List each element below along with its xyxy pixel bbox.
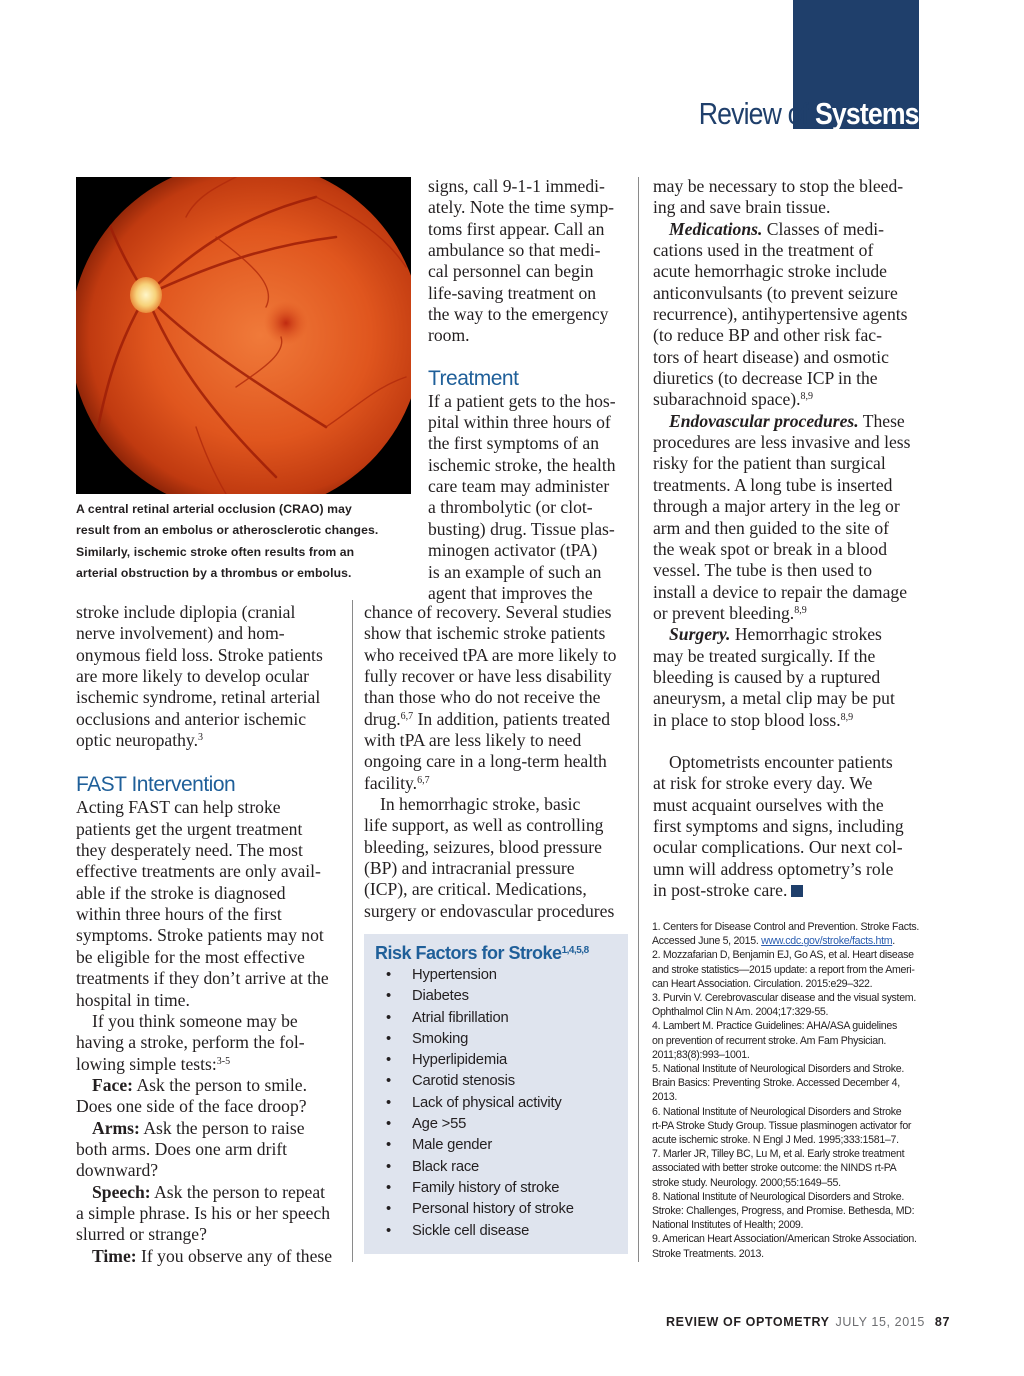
list-item-text: Diabetes bbox=[412, 988, 469, 1005]
body-line: is an example of such an bbox=[428, 561, 602, 582]
body-line: bleeding is caused by a ruptured bbox=[653, 666, 881, 687]
list-item bbox=[386, 1029, 574, 1050]
reference-line: Stroke: Challenges, Progress, and Promise. Bethesda, MD: bbox=[652, 1205, 915, 1218]
bullet-icon: • bbox=[386, 1137, 391, 1154]
reference-line: 7. Marler JR, Tilley BC, Lu M, et al. Early stroke treatment bbox=[652, 1148, 905, 1161]
bullet-icon: • bbox=[386, 1222, 391, 1239]
body-line: room. bbox=[428, 325, 470, 346]
body-line bbox=[76, 1182, 346, 1203]
bullet-icon: • bbox=[386, 1073, 391, 1090]
citation-superscript: 1,4,5,8 bbox=[561, 945, 589, 956]
body-line: downward? bbox=[76, 1160, 159, 1181]
section-header bbox=[699, 92, 919, 132]
reference-line: 8. National Institute of Neurological Disorders and Stroke. bbox=[652, 1190, 904, 1203]
list-item-text: Personal history of stroke bbox=[412, 1201, 574, 1218]
body-line: busting) drug. Tissue plas- bbox=[428, 518, 615, 539]
body-line: hospital in time. bbox=[76, 989, 190, 1010]
body-line: minogen activator (tPA) bbox=[428, 540, 598, 561]
reference-text: Accessed June 5, 2015. bbox=[652, 935, 762, 948]
list-item bbox=[386, 1199, 574, 1220]
body-line: surgery or endovascular procedures bbox=[364, 900, 615, 921]
run-in-label: Surgery. bbox=[669, 624, 731, 645]
list-item-text: Hyperlipidemia bbox=[412, 1052, 508, 1069]
body-line: ing and save brain tissue. bbox=[653, 197, 831, 218]
reference-line: 5. National Institute of Neurological Disorders and Stroke. bbox=[652, 1063, 904, 1076]
body-line: a thrombolytic (or clot- bbox=[428, 497, 593, 518]
body-line bbox=[653, 710, 923, 731]
run-in-label: Speech: bbox=[92, 1181, 151, 1202]
list-item-text: Hypertension bbox=[412, 967, 497, 983]
publication-name: REVIEW OF OPTOMETRY bbox=[666, 1315, 830, 1329]
body-line: cal personnel can begin bbox=[428, 261, 594, 282]
body-line: they desperately need. The most bbox=[76, 840, 303, 861]
reference-line bbox=[652, 934, 922, 948]
body-line: Does one side of the face droop? bbox=[76, 1096, 307, 1117]
list-item-text: Age >55 bbox=[412, 1116, 467, 1133]
body-line: both arms. Does one arm drift bbox=[76, 1138, 288, 1159]
list-item-text: Black race bbox=[412, 1158, 480, 1175]
list-item bbox=[386, 1157, 574, 1178]
reference-line: 2013. bbox=[652, 1091, 678, 1104]
body-line bbox=[76, 1246, 346, 1267]
body-text: Hemorrhagic strokes bbox=[730, 624, 882, 645]
body-line: with tPA are less likely to need bbox=[364, 730, 582, 751]
section-header-prefix: Review of bbox=[699, 96, 809, 131]
body-line: ambulance so that medi- bbox=[428, 240, 601, 261]
retina-fundus-photo bbox=[76, 177, 411, 494]
bullet-icon: • bbox=[386, 1158, 391, 1175]
body-line: recurrence), antihypertensive agents bbox=[653, 304, 908, 325]
body-line: agent that improves the bbox=[428, 582, 593, 603]
caption-line: result from an embolus or atherosclerotic changes. bbox=[76, 523, 379, 538]
body-text: Ask the person to raise bbox=[139, 1117, 305, 1138]
body-line: In hemorrhagic stroke, basic bbox=[380, 794, 581, 815]
list-item bbox=[386, 1050, 574, 1071]
body-line: arm and then guided to the site of bbox=[653, 517, 889, 538]
list-item bbox=[386, 1093, 574, 1114]
body-line: install a device to repair the damage bbox=[653, 581, 908, 602]
body-line: bleeding, seizures, blood pressure bbox=[364, 836, 602, 857]
body-line: care team may administer bbox=[428, 476, 610, 497]
body-line: nerve involvement) and hom- bbox=[76, 623, 285, 644]
reference-line: National Institutes of Health; 2009. bbox=[652, 1219, 804, 1232]
list-item bbox=[386, 965, 574, 986]
body-line: the way to the emergency bbox=[428, 304, 609, 325]
body-line: the first symptoms of an bbox=[428, 433, 600, 454]
body-line: having a stroke, perform the fol- bbox=[76, 1032, 305, 1053]
bullet-icon: • bbox=[386, 988, 391, 1005]
list-item bbox=[386, 1114, 574, 1135]
end-mark-icon bbox=[791, 885, 803, 897]
body-line: may be treated surgically. If the bbox=[653, 645, 876, 666]
body-line bbox=[76, 1118, 346, 1139]
body-line bbox=[364, 773, 634, 794]
body-line: through a major artery in the leg or bbox=[653, 496, 900, 517]
body-line: diuretics (to decrease ICP in the bbox=[653, 368, 878, 389]
citation-superscript: 8,9 bbox=[840, 711, 854, 723]
body-line bbox=[653, 411, 923, 432]
section-header-title: Systems bbox=[815, 96, 919, 131]
body-line: If a patient gets to the hos- bbox=[428, 390, 616, 411]
bullet-icon: • bbox=[386, 967, 391, 983]
body-line: at risk for stroke every day. We bbox=[653, 773, 873, 794]
citation-superscript: 6,7 bbox=[417, 774, 430, 786]
column-rule bbox=[638, 177, 639, 1262]
body-line: pital within three hours of bbox=[428, 412, 611, 433]
bullet-icon: • bbox=[386, 1201, 391, 1218]
list-item-text: Sickle cell disease bbox=[412, 1222, 530, 1239]
reference-line: 3. Purvin V. Cerebrovascular disease and the visual system. bbox=[652, 992, 916, 1005]
caption-line: A central retinal arterial occlusion (CRAO) may bbox=[76, 502, 352, 516]
body-line: ischemic stroke, the health bbox=[428, 454, 616, 475]
body-text: or prevent bleeding. bbox=[653, 602, 795, 623]
column-2-bottom bbox=[364, 602, 634, 922]
body-line: umn will address optometry’s role bbox=[653, 858, 894, 879]
list-item bbox=[386, 1008, 574, 1029]
body-line bbox=[653, 880, 923, 901]
body-line: tors of heart disease) and osmotic bbox=[653, 346, 889, 367]
body-line: first symptoms and signs, including bbox=[653, 815, 904, 836]
body-line: are more likely to develop ocular bbox=[76, 666, 310, 687]
body-line bbox=[653, 603, 923, 624]
heading-fast-intervention: FAST Intervention bbox=[76, 773, 236, 797]
bullet-icon: • bbox=[386, 1009, 391, 1026]
reference-line: and stroke statistics—2015 update: a report from the Ameri- bbox=[652, 963, 915, 976]
body-text: In addition, patients treated bbox=[413, 708, 611, 729]
column-2-top bbox=[428, 176, 628, 604]
list-item-text: Carotid stenosis bbox=[412, 1073, 515, 1090]
reference-text: . bbox=[892, 935, 895, 948]
body-line: ocular complications. Our next col- bbox=[653, 837, 903, 858]
body-line: signs, call 9-1-1 immedi- bbox=[428, 176, 605, 196]
reference-line: on prevention of recurrent stroke. Am Fam Physician. bbox=[652, 1034, 887, 1047]
body-line bbox=[76, 730, 346, 751]
body-line: may be necessary to stop the bleed- bbox=[653, 176, 904, 196]
reference-line: 1. Centers for Disease Control and Prevention. Stroke Facts. bbox=[652, 921, 919, 933]
body-line: occlusions and anterior ischemic bbox=[76, 708, 307, 729]
list-item-text: Atrial fibrillation bbox=[412, 1009, 509, 1026]
body-text: in post-stroke care. bbox=[653, 880, 788, 900]
list-item bbox=[386, 986, 574, 1007]
heading-treatment: Treatment bbox=[428, 366, 519, 390]
body-text: facility. bbox=[364, 772, 418, 793]
body-line: life support, as well as controlling bbox=[364, 815, 604, 836]
body-text: lowing simple tests: bbox=[76, 1053, 217, 1074]
run-in-label: Arms: bbox=[92, 1117, 140, 1138]
body-line: must acquaint ourselves with the bbox=[653, 794, 884, 815]
citation-superscript: 8,9 bbox=[800, 391, 814, 403]
risk-factors-title-text: Risk Factors for Stroke bbox=[375, 943, 562, 963]
body-line: (ICP), are critical. Medications, bbox=[364, 879, 587, 900]
body-line: fully recover or have less disability bbox=[364, 666, 612, 687]
list-item bbox=[386, 1221, 574, 1242]
body-line: anticonvulsants (to prevent seizure bbox=[653, 282, 898, 303]
run-in-label: Medications. bbox=[669, 218, 763, 239]
reference-line: associated with better stroke outcome: the NINDS rt-PA bbox=[652, 1162, 897, 1175]
body-text: drug. bbox=[364, 708, 401, 729]
body-line: risky for the patient than surgical bbox=[653, 453, 886, 474]
body-line: (BP) and intracranial pressure bbox=[364, 858, 575, 879]
body-line: within three hours of the first bbox=[76, 904, 282, 925]
body-line: able if the stroke is diagnosed bbox=[76, 882, 286, 903]
page-footer bbox=[666, 1314, 950, 1330]
reference-line: 9. American Heart Association/American Stroke Association. bbox=[652, 1233, 917, 1246]
list-item-text: Smoking bbox=[412, 1030, 469, 1047]
body-line: (to reduce BP and other risk fac- bbox=[653, 325, 882, 346]
body-text: optic neuropathy. bbox=[76, 730, 198, 751]
bullet-icon: • bbox=[386, 1094, 391, 1111]
run-in-label: Endovascular procedures. bbox=[669, 410, 859, 431]
reference-line: 2011;83(8):993–1001. bbox=[652, 1048, 750, 1061]
citation-superscript: 6,7 bbox=[400, 710, 414, 722]
body-line bbox=[364, 709, 634, 730]
bullet-icon: • bbox=[386, 1179, 391, 1196]
list-item-text: Family history of stroke bbox=[412, 1179, 560, 1196]
body-line: life-saving treatment on bbox=[428, 282, 597, 303]
reference-line: 6. National Institute of Neurological Disorders and Stroke bbox=[652, 1105, 902, 1118]
body-text: Ask the person to repeat bbox=[150, 1181, 326, 1202]
body-line: be eligible for the most effective bbox=[76, 946, 305, 967]
body-line: stroke include diplopia (cranial bbox=[76, 602, 296, 622]
reference-line: Brain Basics: Preventing Stroke. Accessed December 4, bbox=[652, 1077, 900, 1090]
caption-line: arterial obstruction by a thrombus or embolus. bbox=[76, 565, 352, 580]
body-line: patients get the urgent treatment bbox=[76, 818, 303, 839]
citation-superscript: 8,9 bbox=[794, 604, 807, 616]
reference-line: Ophthalmol Clin N Am. 2004;17:329-55. bbox=[652, 1006, 829, 1019]
reference-line: rt-PA Stroke Study Group. Tissue plasminogen activator for bbox=[652, 1119, 912, 1132]
risk-factors-list bbox=[386, 965, 574, 1242]
body-line: treatments. A long tube is inserted bbox=[653, 474, 893, 495]
column-3 bbox=[653, 176, 923, 901]
bullet-icon: • bbox=[386, 1052, 391, 1069]
body-text: Classes of medi- bbox=[762, 218, 885, 239]
list-item-text: Lack of physical activity bbox=[412, 1094, 562, 1111]
body-line bbox=[76, 1054, 346, 1075]
reference-line: can Heart Association. Circulation. 2015:e29–322. bbox=[652, 977, 873, 990]
body-line: slurred or strange? bbox=[76, 1224, 207, 1245]
run-in-label: Time: bbox=[92, 1245, 137, 1266]
body-line: show that ischemic stroke patients bbox=[364, 623, 606, 644]
list-item-text: Male gender bbox=[412, 1137, 493, 1154]
body-line: chance of recovery. Several studies bbox=[364, 602, 612, 622]
column-1 bbox=[76, 602, 346, 1267]
run-in-label: Face: bbox=[92, 1074, 134, 1095]
figure-caption bbox=[76, 499, 411, 584]
body-line: the weak spot or break in a blood bbox=[653, 538, 888, 559]
reference-line: Stroke Treatments. 2013. bbox=[652, 1247, 764, 1260]
reference-link[interactable]: www.cdc.gov/stroke/facts.htm bbox=[761, 935, 893, 948]
body-line: procedures are less invasive and less bbox=[653, 432, 911, 453]
list-item bbox=[386, 1071, 574, 1092]
body-line bbox=[653, 624, 923, 645]
risk-factors-title bbox=[375, 942, 589, 964]
body-line: Acting FAST can help stroke bbox=[76, 797, 281, 818]
body-line: aneurysm, a metal clip may be put bbox=[653, 688, 895, 709]
citation-superscript: 3-5 bbox=[216, 1055, 231, 1067]
body-line: vessel. The tube is then used to bbox=[653, 560, 873, 581]
references bbox=[652, 920, 922, 1261]
page-number: 87 bbox=[934, 1315, 950, 1329]
bullet-icon: • bbox=[386, 1030, 391, 1047]
body-text: These bbox=[858, 410, 905, 431]
reference-line: 2. Mozzafarian D, Benjamin EJ, Go AS, et al. Heart disease bbox=[652, 949, 914, 962]
body-line: a simple phrase. Is his or her speech bbox=[76, 1202, 331, 1223]
body-line: effective treatments are only avail- bbox=[76, 861, 321, 882]
body-line: toms first appear. Call an bbox=[428, 218, 605, 239]
body-text: in place to stop blood loss. bbox=[653, 709, 841, 730]
body-line: ischemic syndrome, retinal arterial bbox=[76, 687, 321, 708]
body-line: treatments if they don’t arrive at the bbox=[76, 968, 329, 989]
body-line: than those who do not receive the bbox=[364, 687, 601, 708]
body-line: onymous field loss. Stroke patients bbox=[76, 644, 323, 665]
body-line: Optometrists encounter patients bbox=[669, 751, 893, 772]
reference-line: acute ischemic stroke. N Engl J Med. 1995;333:1581–7. bbox=[652, 1134, 899, 1147]
citation-superscript: 3 bbox=[197, 732, 203, 744]
bullet-icon: • bbox=[386, 1116, 391, 1133]
caption-line: Similarly, ischemic stroke often results from an bbox=[76, 544, 355, 559]
issue-date: JULY 15, 2015 bbox=[835, 1315, 925, 1329]
body-text: Ask the person to smile. bbox=[133, 1074, 308, 1095]
list-item bbox=[386, 1135, 574, 1156]
list-item bbox=[386, 1178, 574, 1199]
body-line: cations used in the treatment of bbox=[653, 240, 874, 261]
body-line: acute hemorrhagic stroke include bbox=[653, 261, 887, 282]
body-line bbox=[653, 389, 923, 410]
body-line: If you think someone may be bbox=[92, 1010, 298, 1031]
reference-line: 4. Lambert M. Practice Guidelines: AHA/ASA guidelines bbox=[652, 1020, 897, 1033]
body-line: ongoing care in a long-term health bbox=[364, 751, 607, 772]
body-text: If you observe any of these bbox=[136, 1245, 333, 1266]
body-line: who received tPA are more likely to bbox=[364, 644, 617, 665]
body-line: ately. Note the time symp- bbox=[428, 197, 614, 218]
body-text: subarachnoid space). bbox=[653, 389, 801, 410]
column-rule bbox=[352, 600, 353, 1262]
body-line: symptoms. Stroke patients may not bbox=[76, 925, 324, 946]
reference-line: stroke study. Neurology. 2000;55:1649–55. bbox=[652, 1176, 841, 1189]
risk-factors-box bbox=[364, 934, 628, 1254]
body-line bbox=[76, 1075, 346, 1096]
body-line bbox=[653, 219, 923, 240]
